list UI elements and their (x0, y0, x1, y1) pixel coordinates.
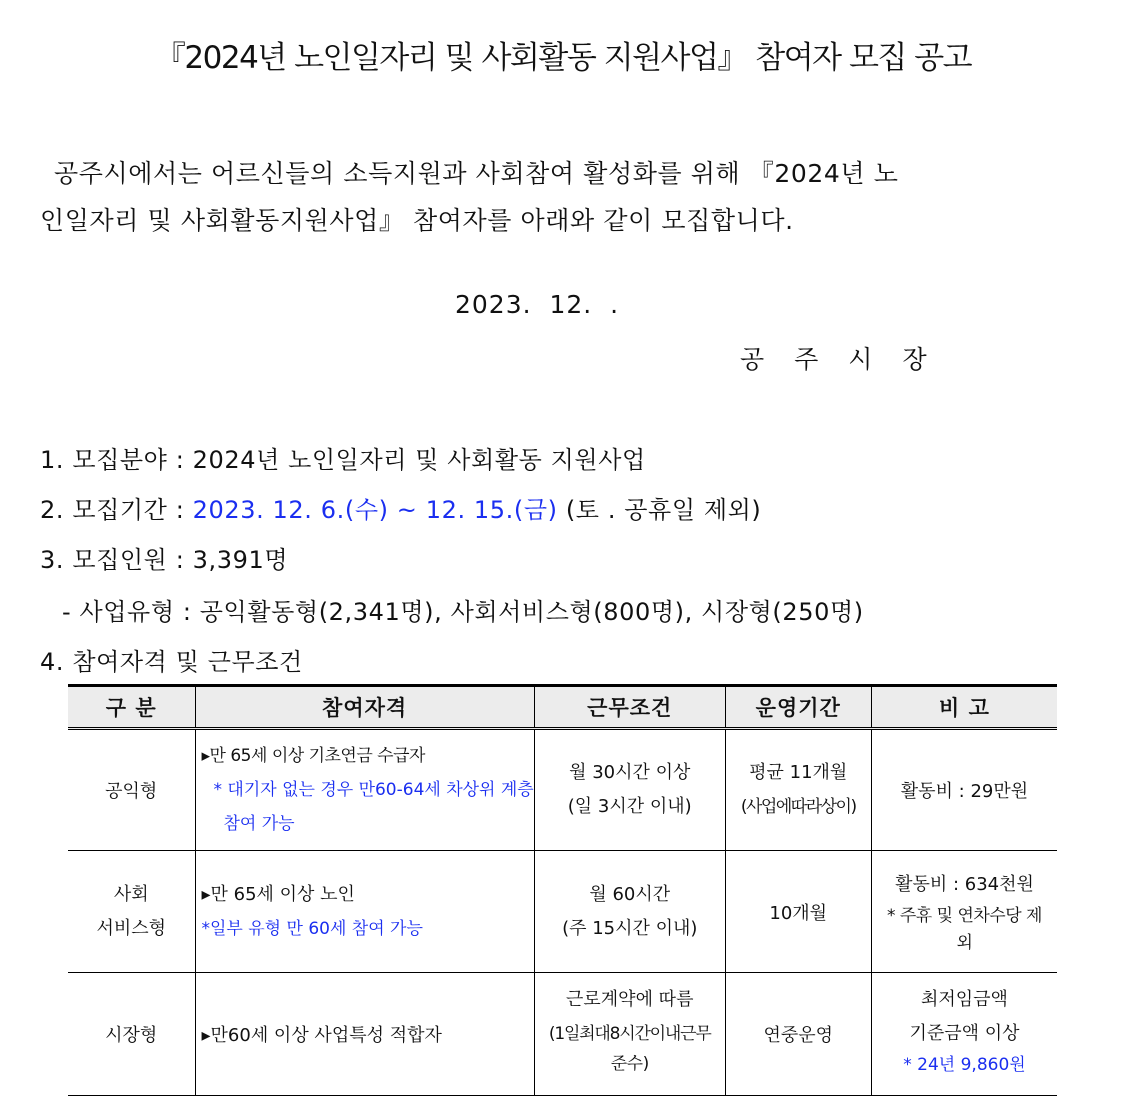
row-work-conditions (534, 729, 725, 851)
issuer-name: 공주시장 (740, 345, 957, 374)
intro-paragraph (40, 150, 1080, 244)
work-line-2: (1일최대8시간이내근무 (548, 1024, 711, 1044)
table-header-row (68, 686, 1057, 729)
intro-line-2: 인일자리 및 사회활동지원사업』 참여자를 아래와 같이 모집합니다. (40, 206, 794, 235)
row-qualification (195, 851, 534, 973)
table-row (68, 729, 1057, 851)
period-line-1: 평균 11개월 (749, 762, 848, 783)
item-qualification-heading: 4. 참여자격 및 근무조건 (40, 648, 303, 676)
row-operation-period: 10개월 (725, 851, 871, 973)
remark-line-3: 외 (956, 932, 973, 953)
remark-line-1: 최저임금액 (921, 989, 1008, 1010)
remark-line-3: * 24년 9,860원 (903, 1055, 1026, 1075)
qualification-note: * 대기자 없는 경우 만60-64세 차상위 계층 (213, 780, 534, 800)
recruit-period-note: (토 . 공휴일 제외) (565, 496, 762, 524)
work-line-1: 월 30시간 이상 (569, 762, 691, 783)
row-operation-period: 연중운영 (725, 973, 871, 1096)
item-1-value: 2024년 노인일자리 및 사회활동 지원사업 (192, 446, 646, 474)
qualification-main: ▸만 65세 이상 기초연금 수급자 (201, 746, 425, 766)
category-line-2: 서비스형 (96, 917, 167, 939)
work-line-2: (주 15시간 이내) (562, 917, 698, 939)
remark-line-1: 활동비 : 634천원 (895, 873, 1034, 895)
header-category: 구 분 (68, 686, 195, 729)
row-qualification: ▸만60세 이상 사업특성 적합자 (195, 973, 534, 1096)
row-qualification (195, 729, 534, 851)
period-line-2: (사업에따라상이) (740, 797, 856, 817)
item-business-types: - 사업유형 : 공익활동형(2,341명), 사회서비스형(800명), 시장형(250명) (62, 598, 864, 626)
work-line-1: 근로계약에 따름 (566, 989, 694, 1010)
row-remarks: 활동비 : 29만원 (871, 729, 1057, 851)
qualification-main: ▸만 65세 이상 노인 (201, 883, 355, 905)
item-3-value: 3,391명 (192, 546, 289, 574)
item-3-label: 3. 모집인원 : (40, 546, 185, 574)
header-work-conditions: 근무조건 (534, 686, 725, 729)
row-remarks (871, 973, 1057, 1096)
item-recruit-period (40, 490, 761, 525)
row-work-conditions (534, 851, 725, 973)
notice-date: 2023. 12. . (455, 290, 620, 319)
header-remarks: 비 고 (871, 686, 1057, 729)
qualification-table (68, 684, 1057, 1096)
item-recruit-field (40, 440, 646, 475)
row-remarks (871, 851, 1057, 973)
table-row (68, 851, 1057, 973)
row-category (68, 851, 195, 973)
item-2-label: 2. 모집기간 : (40, 496, 185, 524)
item-1-label: 1. 모집분야 : (40, 446, 185, 474)
remark-line-2: 기준금액 이상 (909, 1023, 1020, 1044)
work-line-1: 월 60시간 (589, 883, 671, 905)
qualification-note-cont: 참여 가능 (223, 814, 295, 834)
header-qualification: 참여자격 (195, 686, 534, 729)
row-work-conditions (534, 973, 725, 1096)
qualification-note: *일부 유형 만 60세 참여 가능 (201, 918, 423, 939)
row-category: 공익형 (68, 729, 195, 851)
item-recruit-count (40, 540, 288, 575)
work-line-2: (일 3시간 이내) (567, 796, 692, 817)
row-operation-period (725, 729, 871, 851)
recruit-period-dates: 2023. 12. 6.(수) ~ 12. 15.(금) (192, 496, 558, 524)
intro-line-1: 공주시에서는 어르신들의 소득지원과 사회참여 활성화를 위해 『2024년 노 (54, 159, 899, 188)
row-category: 시장형 (68, 973, 195, 1096)
table-row (68, 973, 1057, 1096)
category-line-1: 사회 (113, 883, 149, 905)
remark-line-2: * 주휴 및 연차수당 제 (886, 905, 1042, 926)
page-title: 『2024년 노인일자리 및 사회활동 지원사업』 참여자 모집 공고 (154, 40, 972, 76)
header-operation-period: 운영기간 (725, 686, 871, 729)
work-line-3: 준수) (610, 1054, 649, 1074)
